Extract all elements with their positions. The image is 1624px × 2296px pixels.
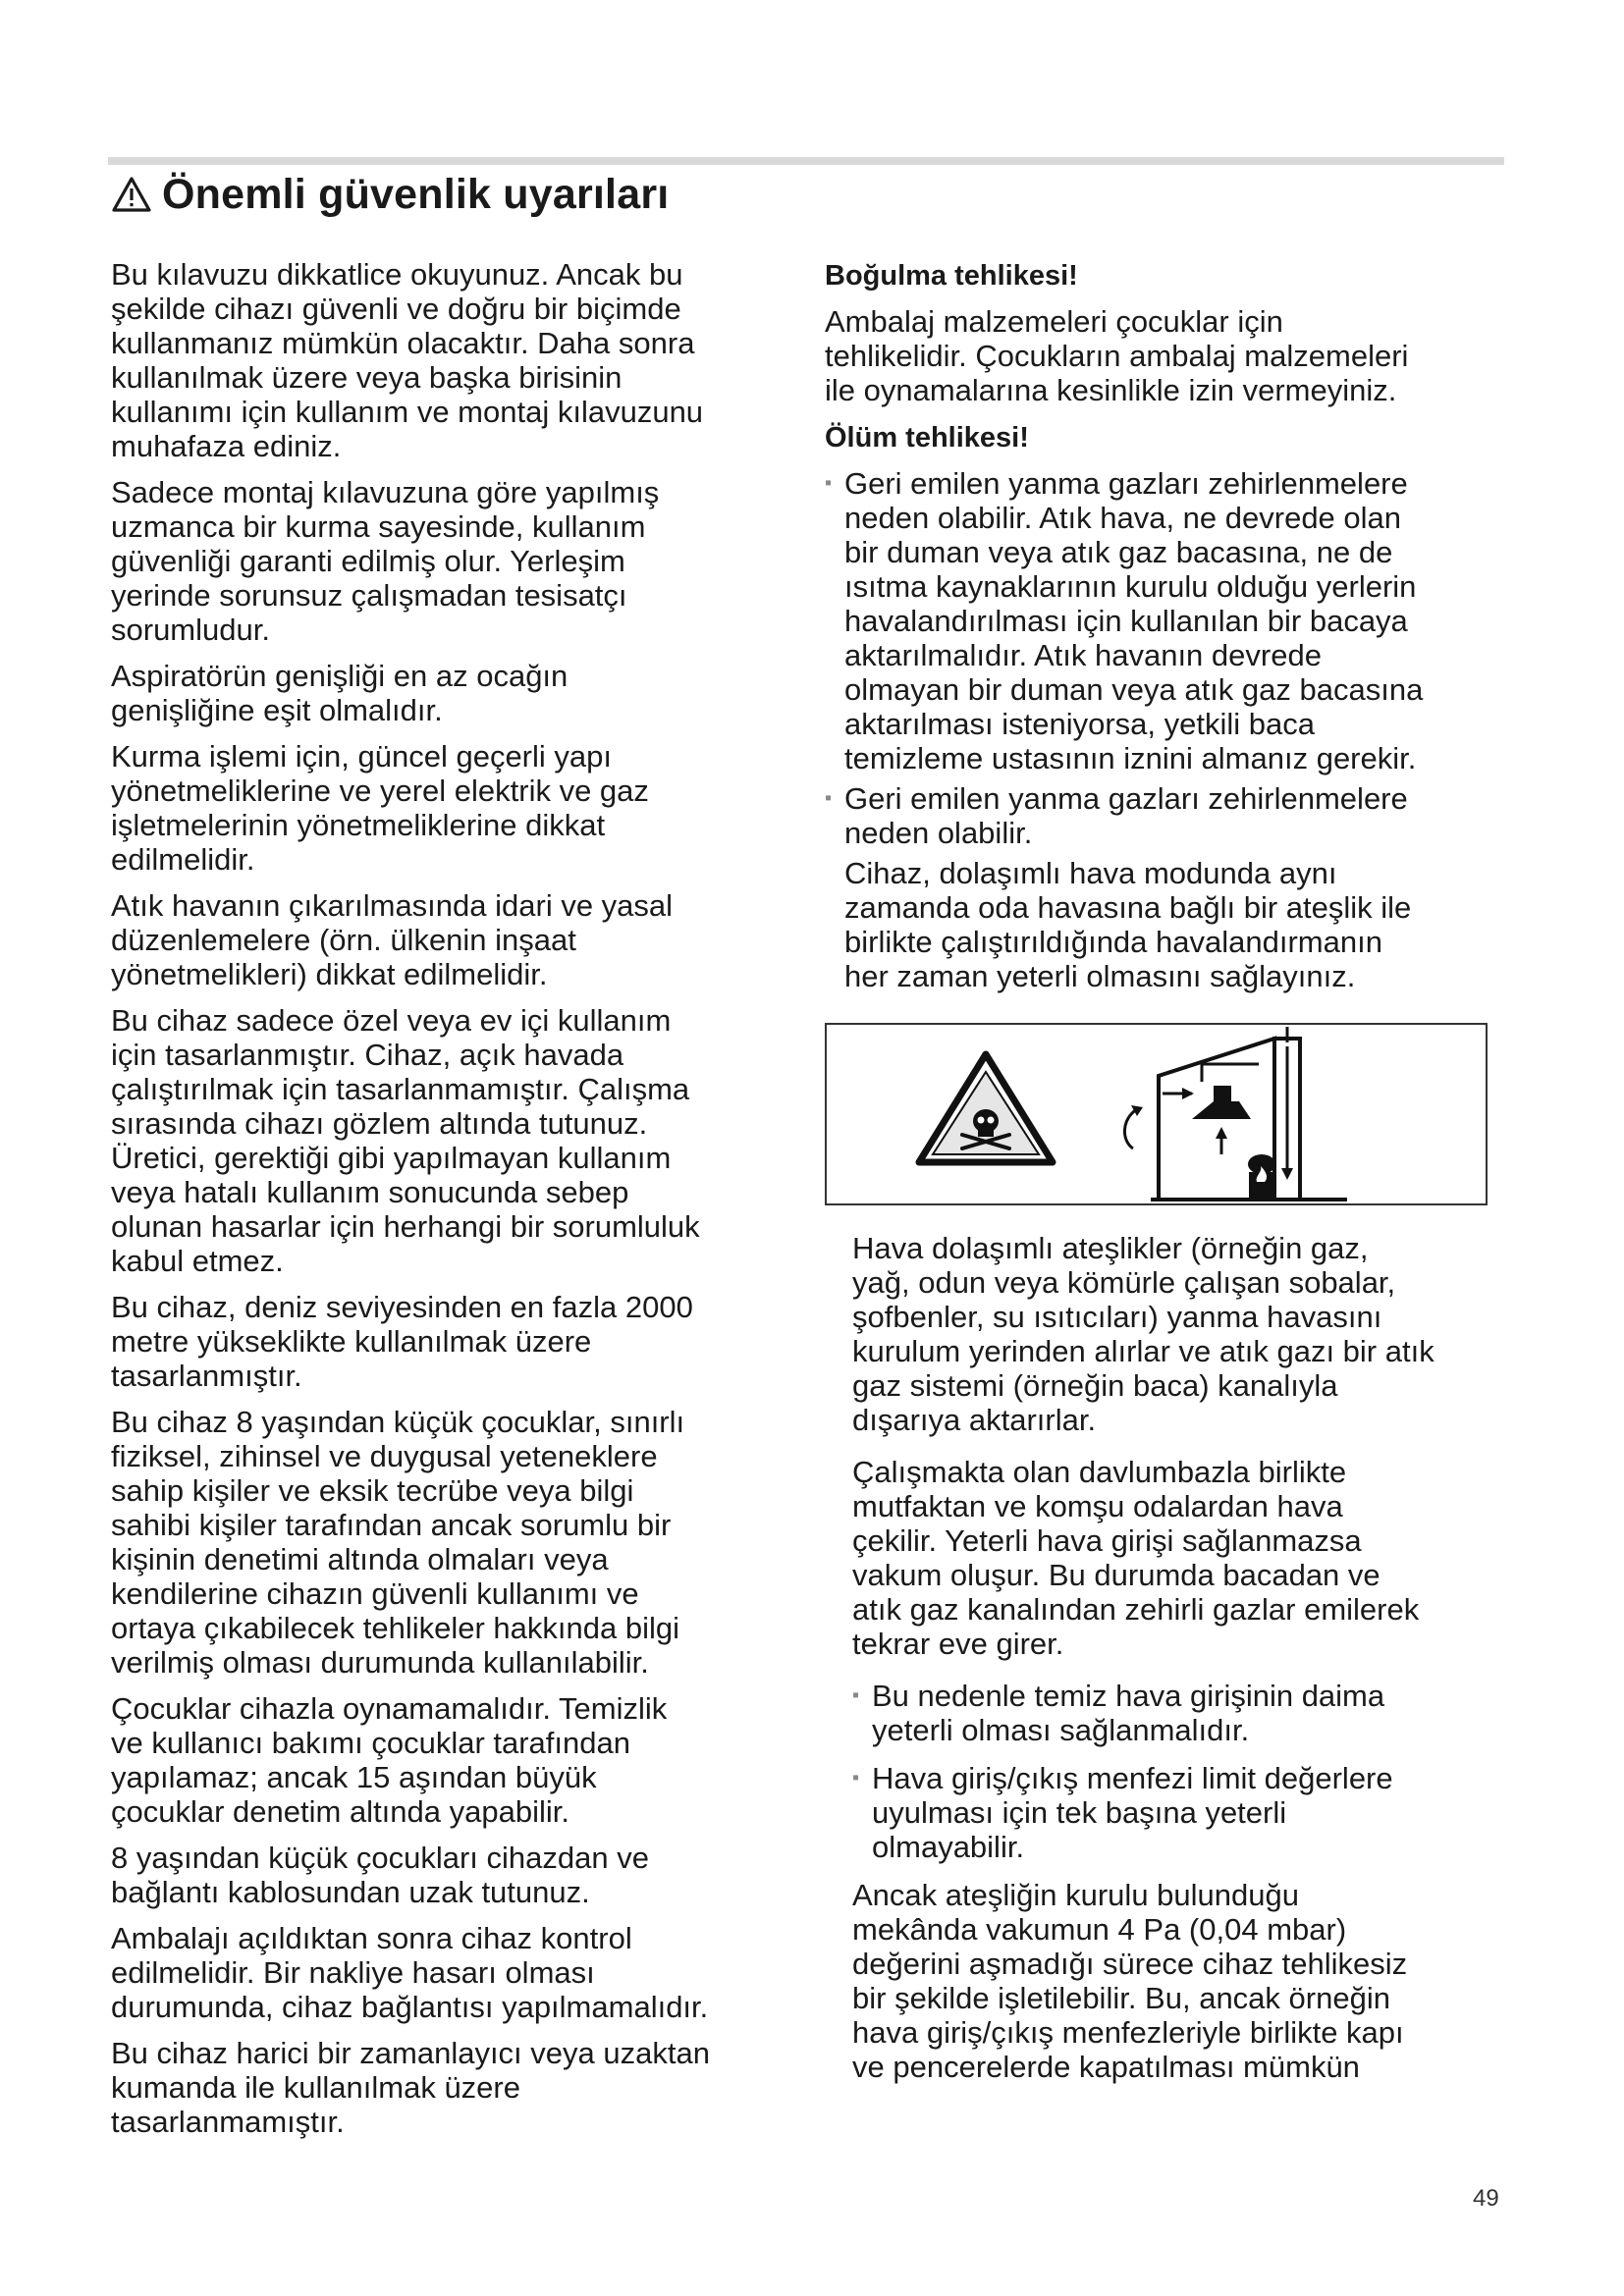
death-bullet-2: Geri emilen yanma gazları zehirlenmelere neden olabilir. <box>844 781 1408 850</box>
after-figure-bullet-1: Bu nedenle temiz hava girişinin daima yeterli olması sağlanmalıdır. <box>872 1679 1385 1747</box>
right-column <box>825 257 1512 2096</box>
list-item <box>852 1761 1512 1864</box>
death-heading: Ölüm tehlikesi! <box>825 422 1029 454</box>
after-figure-para-1: Hava dolaşımlı ateşlikler (örneğin gaz, yağ, odun veya kömürle çalışan sobalar, şofbenler, su ısıtıcıları) yanma havasını kurulum yerinden alırlar ve atık gazı bir atık gaz sistemi (örneğin baca) kanalıyla dışarıya aktarırlar. <box>852 1231 1435 1437</box>
warning-triangle-icon <box>111 176 152 213</box>
paragraph-altitude: Bu cihaz, deniz seviyesinden en fazla 2000 metre yükseklikte kullanılmak üzere tasarlanmıştır. <box>111 1290 693 1393</box>
death-bullet-1: Geri emilen yanma gazları zehirlenmelere neden olabilir. Atık hava, ne devrede olan bir duman veya atık gaz bacasına, ne de ısıtma kaynaklarının kurulu olduğu yerlerin havalandırılması için kullanılan bir bacaya aktarılmalıdır. Atık havanın devrede olmayan bir duman veya atık gaz bacasına aktarılması isteniyorsa, yetkili baca temizleme ustasının iznini almanız gerekir. <box>844 466 1424 775</box>
paragraph-transport-damage: Ambalajı açıldıktan sonra cihaz kontrol edilmelidir. Bir nakliye hasarı olması durumunda, cihaz bağlantısı yapılmamalıdır. <box>111 1921 709 2024</box>
square-bullet-icon: ▪ <box>852 1684 860 1706</box>
paragraph-exhaust-regulations: Atık havanın çıkarılmasında idari ve yasal düzenlemelere (örn. ülkenin inşaat yönetmelikleri) dikkat edilmelidir. <box>111 888 674 991</box>
paragraph-children-persons: Bu cihaz 8 yaşından küçük çocuklar, sınırlı fiziksel, zihinsel ve duygusal yeteneklere sahip kişiler ve eksik tecrübe veya bilgi sahibi kişiler tarafından ancak sorumlu bir kişinin denetimi altında olmaları veya kendilerine cihazın güvenli kullanımı ve ortaya çıkabilecek tehlikeler hakkında bilgi verilmiş olması durumunda kullanılabilir. <box>111 1405 685 1680</box>
paragraph-timer: Bu cihaz harici bir zamanlayıcı veya uzaktan kumanda ile kullanılmak üzere tasarlanmamıştır. <box>111 2036 710 2139</box>
page-title <box>111 165 669 224</box>
suffocation-heading: Boğulma tehlikesi! <box>825 260 1078 292</box>
page-number: 49 <box>1473 2185 1499 2212</box>
paragraph-keep-children-away: 8 yaşından küçük çocukları cihazdan ve bağlantı kablosundan uzak tutunuz. <box>111 1841 649 1909</box>
square-bullet-icon: ▪ <box>825 472 833 494</box>
suffocation-text: Ambalaj malzemeleri çocuklar için tehlikelidir. Çocukların ambalaj malzemeleri ile oynamalarına kesinlikle izin vermeyiniz. <box>825 304 1409 407</box>
after-figure-section <box>852 1231 1512 2084</box>
top-rule <box>108 157 1504 165</box>
house-ventilation-icon <box>1124 1027 1347 1200</box>
list-item <box>852 1679 1512 1747</box>
list-item <box>825 466 1512 775</box>
left-column <box>111 257 788 2151</box>
paragraph-installation-safety: Sadece montaj kılavuzuna göre yapılmış uzmanca bir kurma sayesinde, kullanım güvenliği garanti edilmiş olur. Yerleşim yerinde sorunsuz çalışmadan tesisatçı sorumludur. <box>111 475 660 647</box>
paragraph-household-use: Bu cihaz sadece özel veya ev içi kullanım için tasarlanmıştır. Cihaz, açık havada çalıştırılmak için tasarlanmamıştır. Çalışma sırasında cihazı gözlem altında tutunuz. Üretici, gerektiği gibi yapılmayan kullanım veya hatalı kullanım sonucunda sebep olunan hasarlar için herhangi bir sorumluluk kabul etmez. <box>111 1003 700 1278</box>
skull-warning-sign-icon <box>919 1054 1053 1162</box>
square-bullet-icon: ▪ <box>825 787 833 809</box>
after-figure-para-3: Ancak ateşliğin kurulu bulunduğu mekânda vakumun 4 Pa (0,04 mbar) değerini aşmadığı sürece cihaz tehlikesiz bir şekilde işletilebilir. Bu, ancak örneğin hava giriş/çıkış menfezleriyle birlikte kapı ve pencerelerde kapatılması mümkün <box>852 1878 1408 2084</box>
paragraph-children-play: Çocuklar cihazla oynamamalıdır. Temizlik ve kullanıcı bakımı çocuklar tarafından yapılamaz; ancak 15 aşından büyük çocuklar denetim altında yapabilir. <box>111 1691 668 1829</box>
after-figure-para-2: Çalışmakta olan davlumbazla birlikte mutfaktan ve komşu odalardan hava çekilir. Yeterli hava girişi sağlanmazsa vakum oluşur. Bu durumda bacadan ve atık gaz kanalından zehirli gazlar emilerek tekrar eve girer. <box>852 1455 1420 1661</box>
page-title-text: Önemli güvenlik uyarıları <box>162 171 670 218</box>
square-bullet-icon: ▪ <box>852 1767 860 1789</box>
list-item <box>825 781 1512 850</box>
paragraph-read-manual: Bu kılavuzu dikkatlice okuyunuz. Ancak bu şekilde cihazı güvenli ve doğru bir biçimde kullanmanız mümkün olacaktır. Daha sonra kullanılmak üzere veya başka birisinin kullanımı için kullanım ve montaj kılavuzunu muhafaza ediniz. <box>111 257 704 463</box>
paragraph-hood-width: Aspiratörün genişliği en az ocağın genişliğine eşit olmalıdır. <box>111 659 568 727</box>
death-bullet-2-continued: Cihaz, dolaşımlı hava modunda aynı zamanda oda havasına bağlı bir ateşlik ile birlikte çalıştırıldığında havalandırmanın her zaman yeterli olmasını sağlayınız. <box>844 856 1412 993</box>
warning-figure <box>825 1023 1488 1205</box>
paragraph-regulations: Kurma işlemi için, güncel geçerli yapı yönetmeliklerine ve yerel elektrik ve gaz işletmelerinin yönetmeliklerine dikkat edilmelidir. <box>111 739 649 877</box>
after-figure-bullet-2: Hava giriş/çıkış menfezi limit değerlere uyulması için tek başına yeterli olmayabilir. <box>872 1761 1393 1864</box>
